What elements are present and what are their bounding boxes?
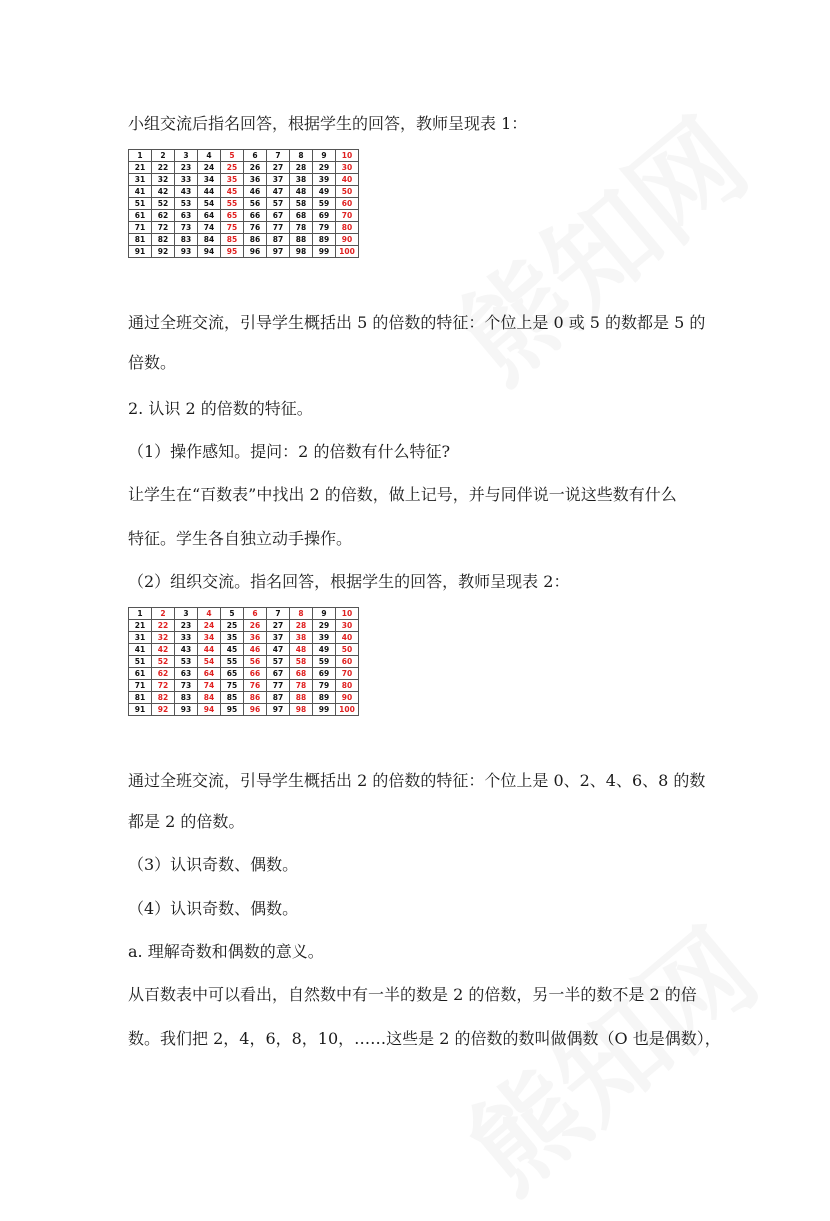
table-cell: 99 xyxy=(313,246,336,258)
table-cell: 93 xyxy=(175,704,198,716)
table-cell: 59 xyxy=(313,656,336,668)
table-cell: 37 xyxy=(267,632,290,644)
table-cell: 3 xyxy=(175,150,198,162)
table-cell: 57 xyxy=(267,198,290,210)
table-cell: 56 xyxy=(244,656,267,668)
table-cell: 98 xyxy=(290,704,313,716)
table-cell: 45 xyxy=(221,644,244,656)
table-cell: 79 xyxy=(313,222,336,234)
paragraph-11-line-1: 从百数表中可以看出，自然数中有一半的数是 2 的倍数，另一半的数不是 2 的倍 xyxy=(128,985,697,1004)
table-cell: 97 xyxy=(267,704,290,716)
table-cell: 9 xyxy=(313,608,336,620)
table-cell: 65 xyxy=(221,668,244,680)
table-cell: 45 xyxy=(221,186,244,198)
table-cell: 60 xyxy=(336,198,359,210)
table-cell: 5 xyxy=(221,150,244,162)
table-cell: 38 xyxy=(290,632,313,644)
paragraph-6: （2）组织交流。指名回答，根据学生的回答，教师呈现表 2： xyxy=(128,572,570,591)
paragraph-10: a. 理解奇数和偶数的意义。 xyxy=(128,942,324,961)
table-cell: 33 xyxy=(175,632,198,644)
table-cell: 86 xyxy=(244,692,267,704)
table-row xyxy=(129,162,359,174)
table-cell: 28 xyxy=(290,620,313,632)
table-cell: 86 xyxy=(244,234,267,246)
table-cell: 36 xyxy=(244,174,267,186)
table-cell: 10 xyxy=(336,608,359,620)
table-cell: 7 xyxy=(267,150,290,162)
table-cell: 67 xyxy=(267,668,290,680)
table-cell: 48 xyxy=(290,186,313,198)
table-cell: 23 xyxy=(175,162,198,174)
table-cell: 85 xyxy=(221,234,244,246)
table-cell: 96 xyxy=(244,704,267,716)
table-cell: 49 xyxy=(313,644,336,656)
table-cell: 72 xyxy=(152,680,175,692)
table-cell: 40 xyxy=(336,174,359,186)
table-cell: 47 xyxy=(267,644,290,656)
table-cell: 3 xyxy=(175,608,198,620)
table-cell: 44 xyxy=(198,644,221,656)
table-cell: 44 xyxy=(198,186,221,198)
section-heading-2: 2. 认识 2 的倍数的特征。 xyxy=(128,399,313,418)
table-cell: 9 xyxy=(313,150,336,162)
table-cell: 10 xyxy=(336,150,359,162)
table-cell: 53 xyxy=(175,198,198,210)
table-cell: 37 xyxy=(267,174,290,186)
table-cell: 43 xyxy=(175,644,198,656)
table-cell: 58 xyxy=(290,656,313,668)
table-cell: 95 xyxy=(221,246,244,258)
table-cell: 70 xyxy=(336,210,359,222)
table-cell: 4 xyxy=(198,608,221,620)
table-cell: 72 xyxy=(152,222,175,234)
table-cell: 27 xyxy=(267,162,290,174)
table-cell: 88 xyxy=(290,234,313,246)
table-cell: 23 xyxy=(175,620,198,632)
paragraph-11-line-2: 数。我们把 2，4，6，8，10，……这些是 2 的倍数的数叫做偶数（O 也是偶数）， xyxy=(128,1029,721,1048)
table-cell: 84 xyxy=(198,234,221,246)
table-cell: 46 xyxy=(244,186,267,198)
table-cell: 78 xyxy=(290,680,313,692)
paragraph-5-line-2: 特征。学生各自独立动手操作。 xyxy=(128,529,353,548)
table-cell: 21 xyxy=(129,620,152,632)
paragraph-7-line-2: 都是 2 的倍数。 xyxy=(128,812,245,831)
table-cell: 81 xyxy=(129,234,152,246)
table-row xyxy=(129,210,359,222)
table-cell: 69 xyxy=(313,668,336,680)
table-cell: 55 xyxy=(221,198,244,210)
table-cell: 48 xyxy=(290,644,313,656)
table-cell: 81 xyxy=(129,692,152,704)
table-cell: 41 xyxy=(129,644,152,656)
table-row xyxy=(129,150,359,162)
table-row xyxy=(129,620,359,632)
table-cell: 83 xyxy=(175,234,198,246)
table-cell: 66 xyxy=(244,668,267,680)
paragraph-7-line-1: 通过全班交流，引导学生概括出 2 的倍数的特征：个位上是 0、2、4、6、8 的数 xyxy=(128,771,706,790)
table-row xyxy=(129,608,359,620)
table-cell: 96 xyxy=(244,246,267,258)
table-cell: 6 xyxy=(244,608,267,620)
table-cell: 90 xyxy=(336,692,359,704)
table-cell: 78 xyxy=(290,222,313,234)
table-cell: 43 xyxy=(175,186,198,198)
table-cell: 33 xyxy=(175,174,198,186)
table-cell: 68 xyxy=(290,210,313,222)
table-row xyxy=(129,198,359,210)
table-cell: 22 xyxy=(152,162,175,174)
table-cell: 87 xyxy=(267,234,290,246)
table-cell: 63 xyxy=(175,668,198,680)
table-cell: 68 xyxy=(290,668,313,680)
table-cell: 35 xyxy=(221,174,244,186)
table-cell: 7 xyxy=(267,608,290,620)
watermark xyxy=(430,888,784,1221)
table-cell: 31 xyxy=(129,632,152,644)
table-cell: 42 xyxy=(152,644,175,656)
paragraph-2-line-1: 通过全班交流，引导学生概括出 5 的倍数的特征：个位上是 0 或 5 的数都是 5 的 xyxy=(128,313,706,332)
table-cell: 70 xyxy=(336,668,359,680)
table-cell: 90 xyxy=(336,234,359,246)
table-cell: 32 xyxy=(152,174,175,186)
table-cell: 82 xyxy=(152,234,175,246)
table-cell: 76 xyxy=(244,222,267,234)
table-row xyxy=(129,668,359,680)
table-cell: 6 xyxy=(244,150,267,162)
table-cell: 22 xyxy=(152,620,175,632)
table-cell: 54 xyxy=(198,656,221,668)
table-cell: 95 xyxy=(221,704,244,716)
table-cell: 51 xyxy=(129,656,152,668)
table-cell: 80 xyxy=(336,222,359,234)
table-cell: 94 xyxy=(198,246,221,258)
table-cell: 34 xyxy=(198,632,221,644)
table-cell: 71 xyxy=(129,680,152,692)
table-row xyxy=(129,222,359,234)
table-cell: 99 xyxy=(313,704,336,716)
table-row xyxy=(129,246,359,258)
table-row xyxy=(129,644,359,656)
table-cell: 80 xyxy=(336,680,359,692)
table-cell: 71 xyxy=(129,222,152,234)
paragraph-9: （4）认识奇数、偶数。 xyxy=(128,899,299,918)
table-cell: 73 xyxy=(175,680,198,692)
table-cell: 2 xyxy=(152,150,175,162)
table-cell: 83 xyxy=(175,692,198,704)
table-cell: 29 xyxy=(313,162,336,174)
table-cell: 49 xyxy=(313,186,336,198)
table-cell: 36 xyxy=(244,632,267,644)
table-cell: 65 xyxy=(221,210,244,222)
table-row xyxy=(129,692,359,704)
table-cell: 64 xyxy=(198,210,221,222)
table-cell: 26 xyxy=(244,162,267,174)
table-row xyxy=(129,704,359,716)
table-cell: 92 xyxy=(152,704,175,716)
table-cell: 30 xyxy=(336,162,359,174)
table-cell: 24 xyxy=(198,620,221,632)
table-cell: 56 xyxy=(244,198,267,210)
table-cell: 1 xyxy=(129,608,152,620)
table-row xyxy=(129,186,359,198)
table-cell: 42 xyxy=(152,186,175,198)
table-cell: 87 xyxy=(267,692,290,704)
table-cell: 60 xyxy=(336,656,359,668)
table-cell: 30 xyxy=(336,620,359,632)
table-cell: 31 xyxy=(129,174,152,186)
table-cell: 28 xyxy=(290,162,313,174)
table-cell: 89 xyxy=(313,692,336,704)
table-cell: 75 xyxy=(221,222,244,234)
table-cell: 82 xyxy=(152,692,175,704)
table-cell: 32 xyxy=(152,632,175,644)
table-cell: 74 xyxy=(198,222,221,234)
table-cell: 85 xyxy=(221,692,244,704)
table-cell: 94 xyxy=(198,704,221,716)
table-cell: 62 xyxy=(152,668,175,680)
table-cell: 25 xyxy=(221,620,244,632)
table-cell: 25 xyxy=(221,162,244,174)
table-cell: 97 xyxy=(267,246,290,258)
paragraph-4: （1）操作感知。提问：2 的倍数有什么特征? xyxy=(128,442,451,461)
table-cell: 77 xyxy=(267,680,290,692)
table-cell: 21 xyxy=(129,162,152,174)
table-cell: 91 xyxy=(129,246,152,258)
table-cell: 62 xyxy=(152,210,175,222)
table-cell: 35 xyxy=(221,632,244,644)
table-cell: 50 xyxy=(336,644,359,656)
table-cell: 59 xyxy=(313,198,336,210)
table-cell: 53 xyxy=(175,656,198,668)
table-row xyxy=(129,632,359,644)
table-cell: 41 xyxy=(129,186,152,198)
paragraph-5-line-1: 让学生在“百数表”中找出 2 的倍数，做上记号，并与同伴说一说这些数有什么 xyxy=(128,485,677,504)
table-cell: 61 xyxy=(129,210,152,222)
hundred-table-2 xyxy=(128,607,359,716)
table-cell: 84 xyxy=(198,692,221,704)
table-cell: 39 xyxy=(313,174,336,186)
table-cell: 98 xyxy=(290,246,313,258)
table-row xyxy=(129,656,359,668)
table-cell: 47 xyxy=(267,186,290,198)
table-cell: 89 xyxy=(313,234,336,246)
table-row xyxy=(129,174,359,186)
table-cell: 1 xyxy=(129,150,152,162)
table-cell: 100 xyxy=(336,704,359,716)
table-cell: 73 xyxy=(175,222,198,234)
table-cell: 79 xyxy=(313,680,336,692)
table-cell: 38 xyxy=(290,174,313,186)
table-cell: 27 xyxy=(267,620,290,632)
table-cell: 8 xyxy=(290,608,313,620)
table-cell: 55 xyxy=(221,656,244,668)
table-row xyxy=(129,680,359,692)
table-cell: 66 xyxy=(244,210,267,222)
table-row xyxy=(129,234,359,246)
table-cell: 2 xyxy=(152,608,175,620)
table-cell: 40 xyxy=(336,632,359,644)
paragraph-1: 小组交流后指名回答，根据学生的回答，教师呈现表 1： xyxy=(128,114,528,133)
table-cell: 74 xyxy=(198,680,221,692)
table-cell: 91 xyxy=(129,704,152,716)
table-cell: 26 xyxy=(244,620,267,632)
table-cell: 92 xyxy=(152,246,175,258)
paragraph-2-line-2: 倍数。 xyxy=(128,353,177,372)
table-cell: 29 xyxy=(313,620,336,632)
table-cell: 34 xyxy=(198,174,221,186)
table-cell: 61 xyxy=(129,668,152,680)
table-cell: 93 xyxy=(175,246,198,258)
table-cell: 8 xyxy=(290,150,313,162)
paragraph-8: （3）认识奇数、偶数。 xyxy=(128,855,299,874)
table-cell: 64 xyxy=(198,668,221,680)
table-cell: 4 xyxy=(198,150,221,162)
table-cell: 67 xyxy=(267,210,290,222)
table-cell: 76 xyxy=(244,680,267,692)
hundred-table-1 xyxy=(128,149,359,258)
table-cell: 75 xyxy=(221,680,244,692)
table-cell: 39 xyxy=(313,632,336,644)
table-cell: 50 xyxy=(336,186,359,198)
table-cell: 52 xyxy=(152,198,175,210)
table-cell: 88 xyxy=(290,692,313,704)
table-cell: 46 xyxy=(244,644,267,656)
table-cell: 77 xyxy=(267,222,290,234)
table-cell: 24 xyxy=(198,162,221,174)
table-cell: 58 xyxy=(290,198,313,210)
table-cell: 63 xyxy=(175,210,198,222)
table-cell: 51 xyxy=(129,198,152,210)
table-cell: 100 xyxy=(336,246,359,258)
table-cell: 69 xyxy=(313,210,336,222)
table-cell: 54 xyxy=(198,198,221,210)
table-cell: 5 xyxy=(221,608,244,620)
table-cell: 52 xyxy=(152,656,175,668)
table-cell: 57 xyxy=(267,656,290,668)
